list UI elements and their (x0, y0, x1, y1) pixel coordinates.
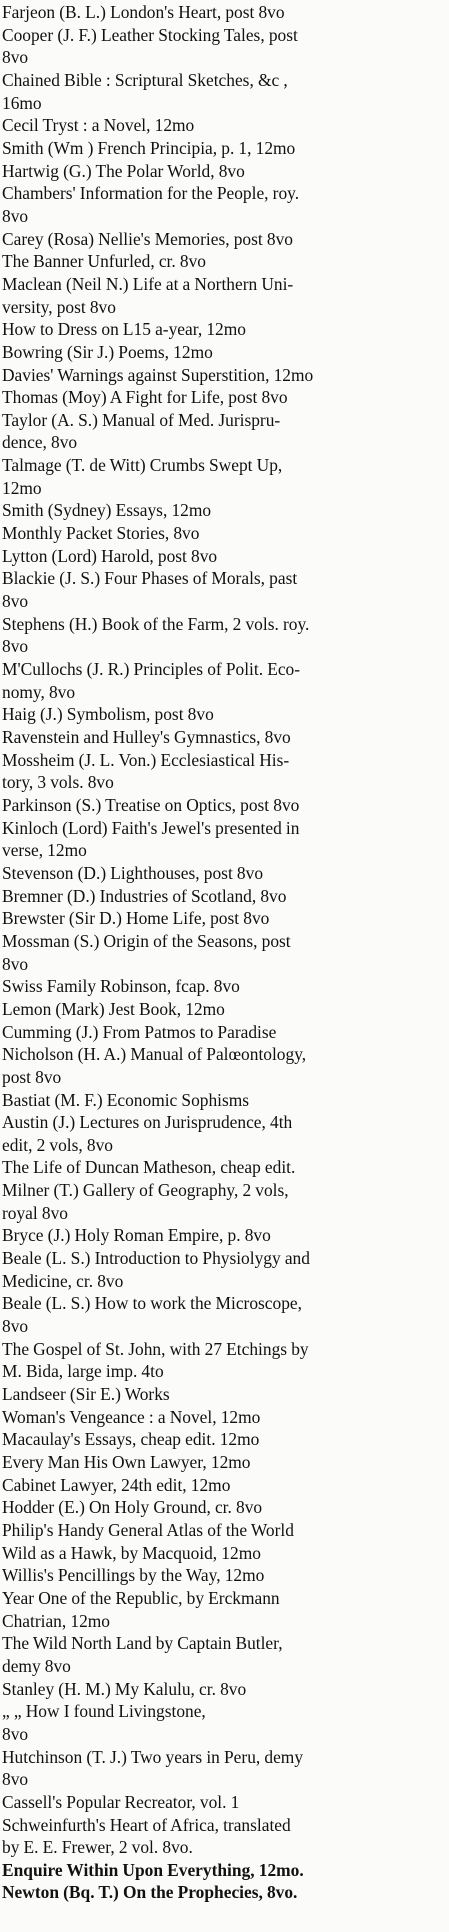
book-entry-continuation: 16mo (2, 92, 42, 113)
book-entry (2, 1678, 443, 1701)
book-entry-line: The Wild North Land by Captain Butler, (2, 1633, 283, 1654)
book-entry-line: Smith (Sydney) Essays, 12mo (2, 500, 212, 521)
book-entry-line: Parkinson (S.) Treatise on Optics, post 8vo (2, 794, 300, 815)
book-entry (2, 1881, 443, 1904)
book-entry (2, 1021, 443, 1044)
book-entry-continuation: edit, 2 vols, 8vo (2, 1134, 113, 1155)
book-entry (2, 1496, 443, 1519)
book-entry (2, 1043, 443, 1088)
book-entry-line: Every Man His Own Lawyer, 12mo (2, 1452, 251, 1472)
book-entry-line: „ „ How I found Livingstone, (2, 1701, 206, 1722)
book-entry-line: Beale (L. S.) Introduction to Physiolygy and (2, 1248, 310, 1269)
book-entry (2, 567, 443, 612)
book-entry-continuation: 8vo (2, 47, 29, 68)
book-entry (2, 1859, 443, 1882)
book-entry (2, 182, 443, 227)
book-entry-continuation: demy 8vo (2, 1655, 71, 1676)
book-entry (2, 1587, 443, 1632)
book-entry (2, 703, 443, 726)
book-entry (2, 817, 443, 862)
book-entry-line: Hartwig (G.) The Polar World, 8vo (2, 160, 245, 181)
book-entry-line: Haig (J.) Symbolism, post 8vo (2, 704, 214, 725)
book-entry (2, 160, 443, 183)
book-entry (2, 1451, 443, 1474)
book-entry-continuation: 8vo (2, 205, 29, 226)
book-entry (2, 749, 443, 794)
book-entry-continuation: Medicine, cr. 8vo (2, 1270, 124, 1291)
book-entry-line: Smith (Wm ) French Principia, p. 1, 12mo (2, 137, 296, 158)
book-entry-continuation: post 8vo (2, 1066, 62, 1087)
book-entry-line: Nicholson (H. A.) Manual of Palœontology, (2, 1044, 307, 1065)
book-entry-line: Woman's Vengeance : a Novel, 12mo (2, 1406, 261, 1427)
book-entry-line: Thomas (Moy) A Fight for Life, post 8vo (2, 387, 288, 408)
book-entry-line: Philip's Handy General Atlas of the World (2, 1519, 294, 1540)
book-entry-line: Talmage (T. de Witt) Crumbs Swept Up, (2, 455, 283, 476)
book-entry (2, 613, 443, 658)
book-entry (2, 998, 443, 1021)
book-entry-line: Mossheim (J. L. Von.) Ecclesiastical His- (2, 749, 290, 770)
book-entry (2, 24, 443, 69)
book-entry (2, 228, 443, 251)
book-entry-line: Stanley (H. M.) My Kalulu, cr. 8vo (2, 1678, 247, 1699)
book-entry (2, 522, 443, 545)
book-entry-line: Lemon (Mark) Jest Book, 12mo (2, 998, 225, 1019)
book-entry (2, 137, 443, 160)
book-entry (2, 794, 443, 817)
book-entry-line: Macaulay's Essays, cheap edit. 12mo (2, 1429, 260, 1450)
book-entry (2, 1, 443, 24)
book-entry-continuation: tory, 3 vols. 8vo (2, 772, 114, 793)
book-entry (2, 454, 443, 499)
book-entry (2, 273, 443, 318)
book-entry-line: Wild as a Hawk, by Macquoid, 12mo (2, 1542, 261, 1563)
book-entry-continuation: dence, 8vo (2, 432, 78, 453)
book-entry-line: The Life of Duncan Matheson, cheap edit. (2, 1157, 296, 1178)
book-entry (2, 1746, 443, 1791)
book-entry-line: Hutchinson (T. J.) Two years in Peru, demy (2, 1746, 304, 1767)
book-entry (2, 907, 443, 930)
book-entry (2, 726, 443, 749)
book-entry-line: Cumming (J.) From Patmos to Paradise (2, 1021, 277, 1042)
book-entry-line: Bastiat (M. F.) Economic Sophisms (2, 1089, 250, 1110)
book-entry-line: Monthly Packet Stories, 8vo (2, 523, 200, 544)
book-entry-line: Cassell's Popular Recreator, vol. 1 (2, 1791, 240, 1812)
book-entry-continuation: M. Bida, large imp. 4to (2, 1361, 164, 1382)
book-entry-line: Kinloch (Lord) Faith's Jewel's presented in (2, 817, 300, 838)
book-entry-continuation: 8vo (2, 1316, 29, 1337)
book-entry-continuation: 8vo (2, 1769, 29, 1790)
book-entry (2, 930, 443, 975)
book-entry-line: Stephens (H.) Book of the Farm, 2 vols. roy. (2, 613, 310, 634)
book-entry (2, 1179, 443, 1224)
book-entry (2, 1474, 443, 1497)
book-entry-continuation: verse, 12mo (2, 840, 87, 861)
book-entry-line: Year One of the Republic, by Erckmann (2, 1587, 280, 1608)
book-entry-line: Landseer (Sir E.) Works (2, 1384, 170, 1405)
book-entry (2, 318, 443, 341)
book-entry-line: Newton (Bq. T.) On the Prophecies, 8vo. (2, 1882, 298, 1903)
book-entry-line: Willis's Pencillings by the Way, 12mo (2, 1565, 265, 1586)
book-entry-line: The Banner Unfurled, cr. 8vo (2, 251, 206, 272)
book-entry-line: Chained Bible : Scriptural Sketches, &c , (2, 69, 288, 90)
book-entry-line: Bowring (Sir J.) Poems, 12mo (2, 341, 213, 362)
book-entry (2, 1814, 443, 1859)
book-entry (2, 1111, 443, 1156)
book-entry (2, 1519, 443, 1542)
book-entry (2, 658, 443, 703)
book-entry-line: Cabinet Lawyer, 24th edit, 12mo (2, 1474, 231, 1495)
book-entry-line: Stevenson (D.) Lighthouses, post 8vo (2, 862, 264, 883)
book-entry (2, 1247, 443, 1292)
book-entry (2, 1156, 443, 1179)
book-entry-line: Ravenstein and Hulley's Gymnastics, 8vo (2, 727, 291, 747)
book-entry (2, 364, 443, 387)
book-list (2, 1, 443, 1904)
book-entry-line: Cooper (J. F.) Leather Stocking Tales, post (2, 24, 298, 45)
book-entry (2, 114, 443, 137)
book-entry (2, 341, 443, 364)
book-entry-continuation: 8vo (2, 1723, 29, 1744)
book-entry-line: Farjeon (B. L.) London's Heart, post 8vo (2, 2, 285, 22)
book-entry-continuation: 8vo (2, 636, 29, 657)
book-entry-line: Swiss Family Robinson, fcap. 8vo (2, 976, 240, 997)
book-entry-continuation: Chatrian, 12mo (2, 1610, 110, 1631)
book-entry (2, 499, 443, 522)
book-entry-line: Taylor (A. S.) Manual of Med. Jurispru- (2, 409, 281, 430)
book-entry-line: Beale (L. S.) How to work the Microscope, (2, 1293, 302, 1314)
book-entry (2, 69, 443, 114)
book-entry (2, 1292, 443, 1337)
book-entry-line: Bremner (D.) Industries of Scotland, 8vo (2, 885, 287, 906)
book-entry-line: Mossman (S.) Origin of the Seasons, post (2, 930, 291, 951)
book-entry (2, 885, 443, 908)
book-entry (2, 1338, 443, 1383)
book-entry (2, 1564, 443, 1587)
book-entry (2, 1791, 443, 1814)
book-entry-continuation: 12mo (2, 477, 42, 498)
book-entry (2, 1406, 443, 1429)
book-entry-line: Bryce (J.) Holy Roman Empire, p. 8vo (2, 1225, 271, 1246)
book-entry (2, 1383, 443, 1406)
book-entry (2, 409, 443, 454)
book-entry (2, 250, 443, 273)
book-entry-continuation: nomy, 8vo (2, 681, 76, 702)
book-entry-line: Davies' Warnings against Superstition, 12mo (2, 364, 314, 385)
book-entry (2, 1542, 443, 1565)
book-entry-line: Maclean (Neil N.) Life at a Northern Uni- (2, 273, 294, 294)
book-entry-line: Chambers' Information for the People, roy. (2, 183, 300, 204)
book-entry-continuation: 8vo (2, 591, 29, 612)
book-entry (2, 1700, 443, 1745)
book-entry-line: Blackie (J. S.) Four Phases of Morals, past (2, 568, 298, 589)
book-entry-line: Austin (J.) Lectures on Jurisprudence, 4th (2, 1112, 293, 1133)
book-entry (2, 862, 443, 885)
book-entry-continuation: by E. E. Frewer, 2 vol. 8vo. (2, 1837, 193, 1858)
book-entry-line: Milner (T.) Gallery of Geography, 2 vols, (2, 1180, 289, 1201)
book-entry-line: Brewster (Sir D.) Home Life, post 8vo (2, 908, 270, 929)
book-entry (2, 1632, 443, 1677)
book-entry-line: Schweinfurth's Heart of Africa, translated (2, 1814, 291, 1835)
book-entry-line: Cecil Tryst : a Novel, 12mo (2, 115, 195, 136)
book-entry-continuation: versity, post 8vo (2, 296, 116, 317)
book-entry-line: Hodder (E.) On Holy Ground, cr. 8vo (2, 1497, 263, 1518)
book-entry (2, 975, 443, 998)
book-entry-continuation: 8vo (2, 953, 29, 974)
book-entry-continuation: royal 8vo (2, 1202, 68, 1223)
book-entry-line: Lytton (Lord) Harold, post 8vo (2, 545, 218, 566)
book-entry (2, 386, 443, 409)
book-entry-line: Carey (Rosa) Nellie's Memories, post 8vo (2, 228, 293, 249)
book-entry-line: The Gospel of St. John, with 27 Etchings by (2, 1338, 309, 1359)
book-entry-line: How to Dress on L15 a-year, 12mo (2, 319, 246, 340)
book-entry (2, 1224, 443, 1247)
book-entry-line: M'Cullochs (J. R.) Principles of Polit. Eco- (2, 659, 301, 680)
book-entry-line: Enquire Within Upon Everything, 12mo. (2, 1859, 304, 1880)
book-entry (2, 545, 443, 568)
book-entry (2, 1089, 443, 1112)
book-entry (2, 1428, 443, 1451)
